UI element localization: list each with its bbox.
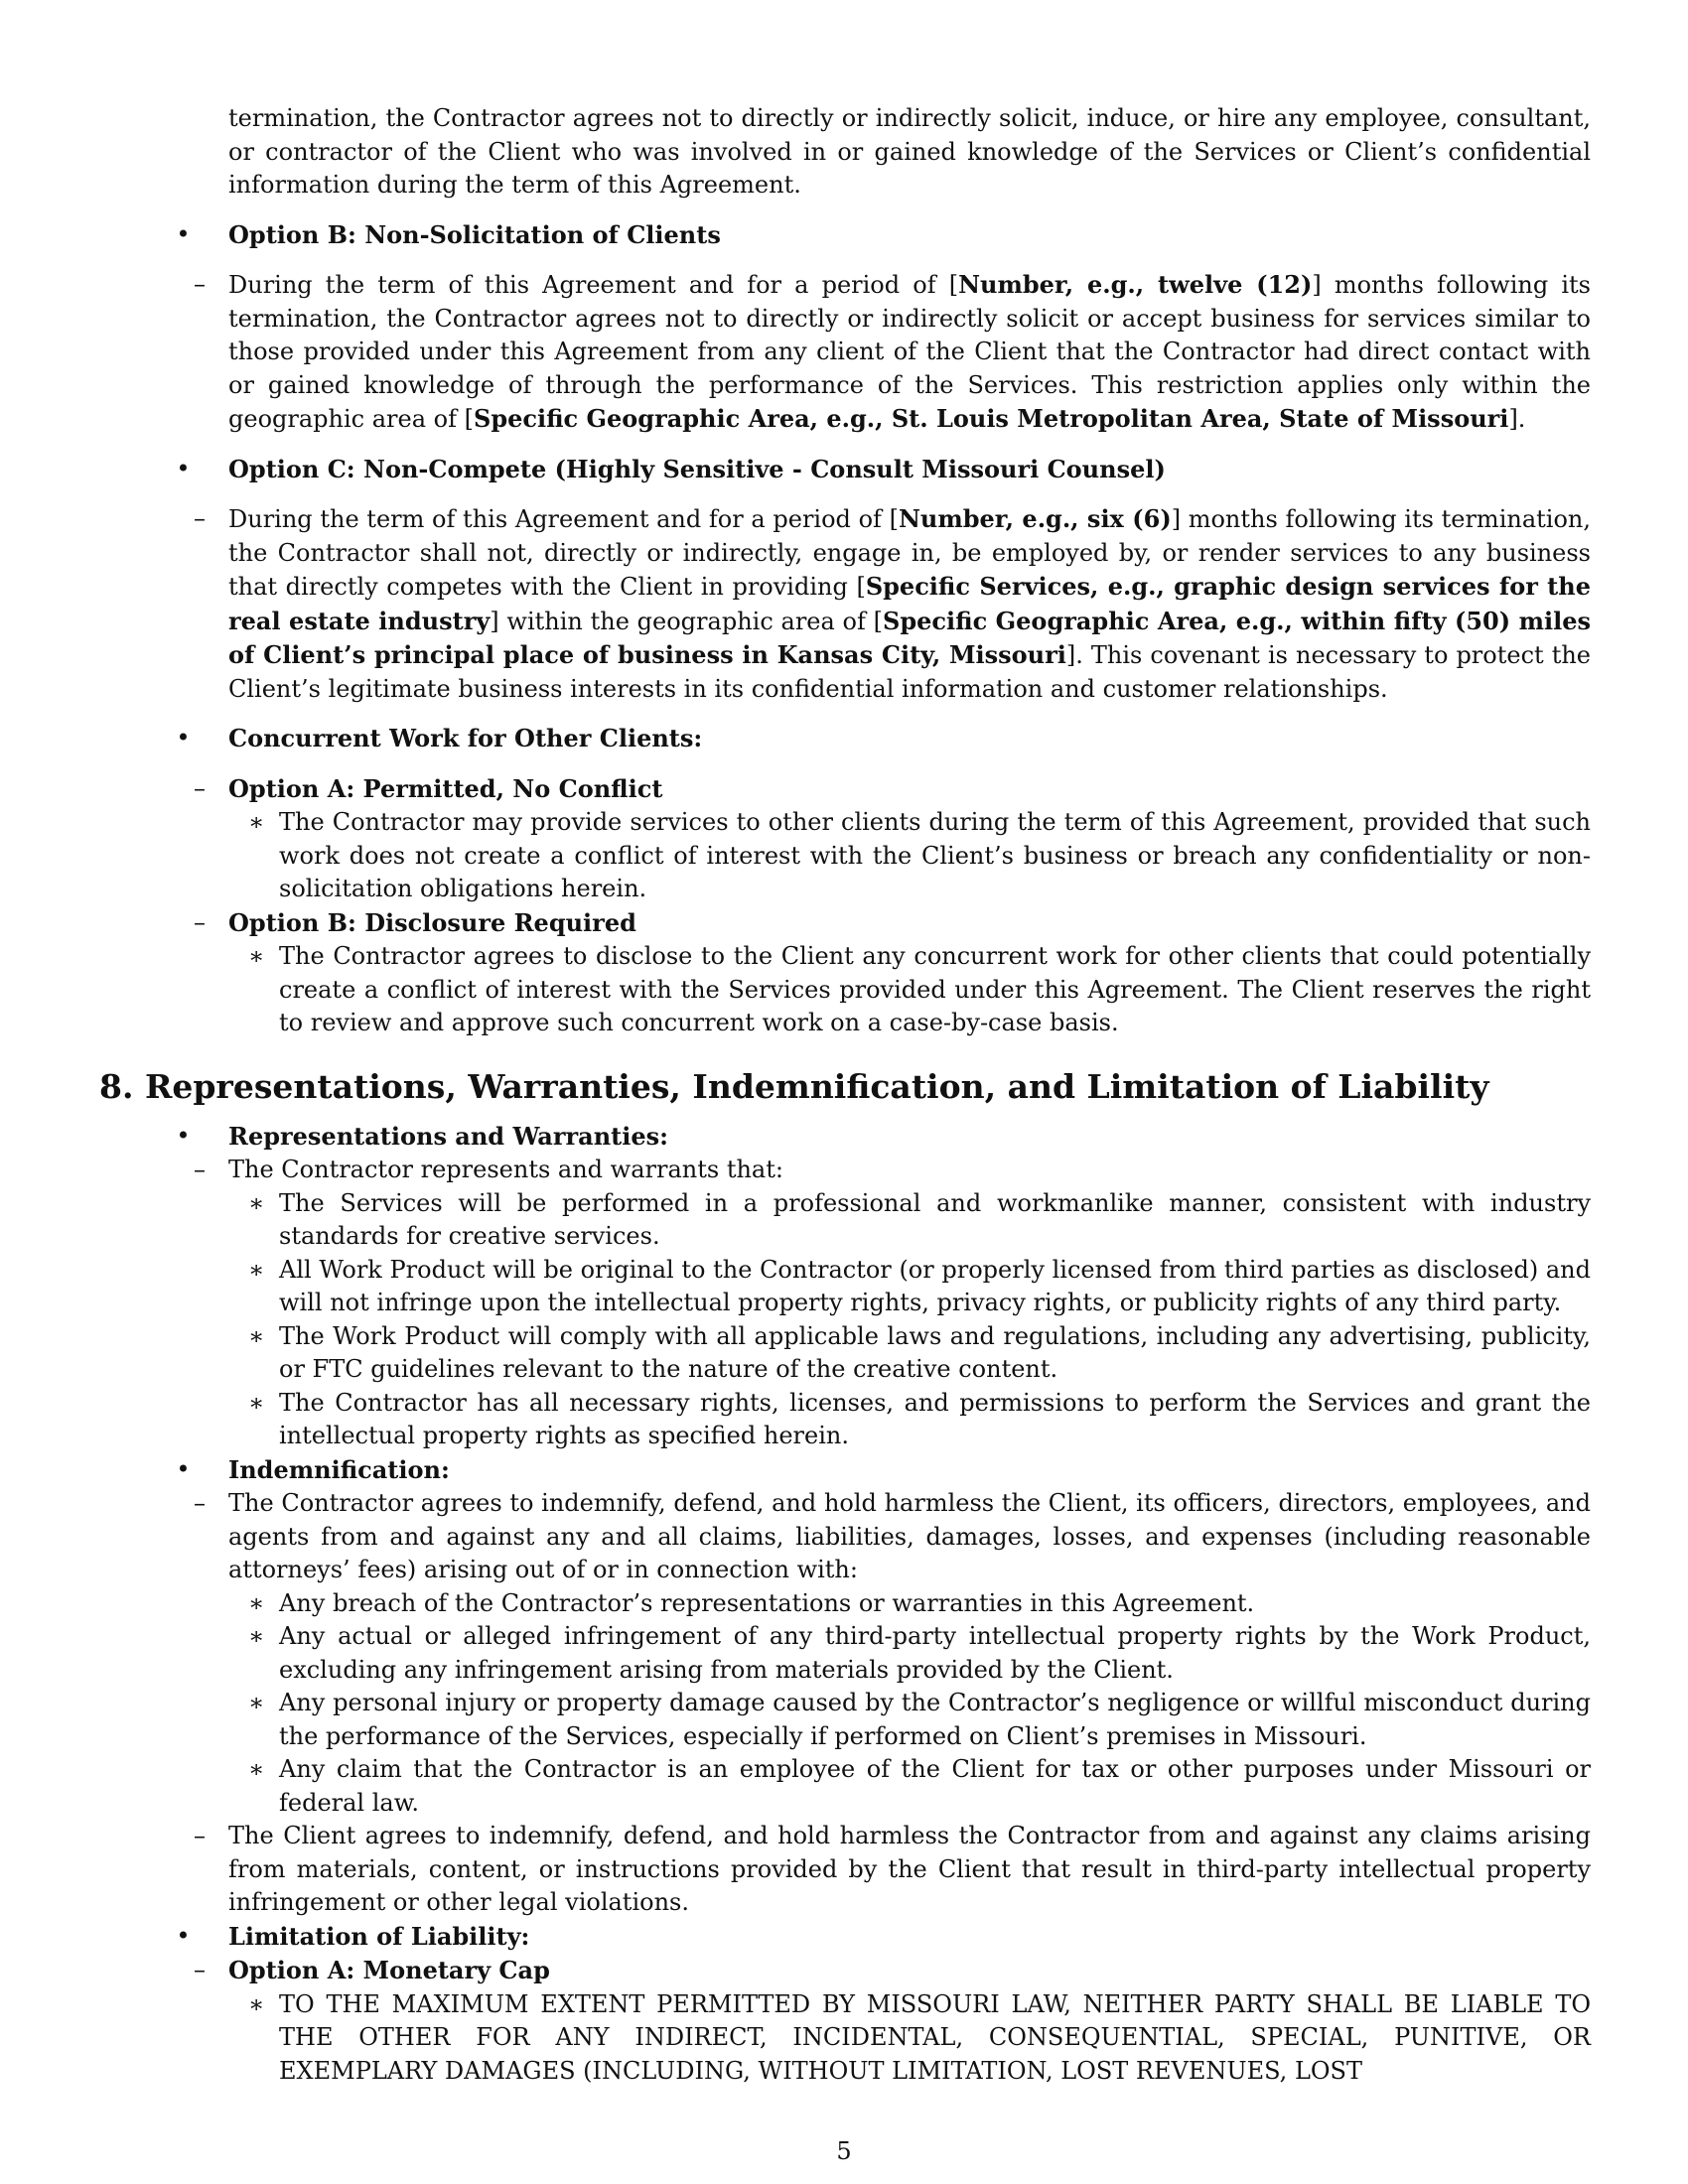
star-marker: ∗ [248,1588,265,1617]
option-b-clients-heading: Option B: Non-Solicitation of Clients [228,219,721,249]
indemnification-heading: Indemnification: [228,1454,450,1484]
star-marker: ∗ [248,808,265,836]
bullet-marker: • [176,724,191,751]
star-marker: ∗ [248,1255,265,1284]
reps-item: ∗ The Services will be performed in a professional and workmanlike manner, consistent with industry standards for creative services. [248,1188,1591,1250]
option-c-noncompete-item [176,453,1591,487]
concurrent-option-b [194,906,1591,941]
reps-item: ∗ The Contractor has all necessary rights, licenses, and permissions to perform the Services and grant the intellectual property rights as specified herein. [248,1388,1591,1449]
limitation-liability-item [176,1920,1591,1955]
reps-warranties-heading: Representations and Warranties: [228,1121,668,1151]
star-marker: ∗ [248,1622,265,1650]
option-b-clients-text: – During the term of this Agreement and for a period of [Number, e.g., twelve (12)] months following its termination, the Contractor agrees not to directly or indirectly solicit or accept business for services similar to those provided under this Agreement from any client of the Client that the Contractor had direct contact with or gained knowledge of through the performance of the Services. This restriction applies only within the geographic area of [Specific Geographic Area, e.g., St. Louis Metropolitan Area, State of Missouri]. [194,270,1591,433]
option-c-noncompete-text: – During the term of this Agreement and for a period of [Number, e.g., six (6)] months following its termination, the Contractor shall not, directly or indirectly, engage in, be employed by, or render services to any business that directly competes with the Client in providing [Specific Services, e.g., graphic design services for the real estate industry] within the geographic area of [Specific Geographic Area, e.g., within fifty (50) miles of Client’s principal place of business in Kansas City, Missouri]. This covenant is necessary to protect the Client’s legitimate business interests in its confidential information and customer relationships. [194,504,1591,703]
page-number: 5 [836,2137,852,2165]
dash-marker: – [194,773,206,802]
page-content [0,102,1688,2088]
liability-option-a [194,1954,1591,1988]
indemnification-contractor: – The Contractor agrees to indemnify, defend, and hold harmless the Client, its officers, directors, employees, and agents from and against any and all claims, liabilities, damages, losses, and expenses (including reasonable attorneys’ fees) arising out of or in connection with: [194,1489,1591,1583]
star-marker: ∗ [248,1388,265,1417]
concurrent-option-a-heading: Option A: Permitted, No Conflict [228,773,663,803]
dash-marker: – [194,270,206,298]
placeholder-area: Specific Geographic Area, e.g., within fifty (50) miles of Client’s principal place of business in Kansas City, Missouri [228,606,1591,669]
bullet-marker: • [176,1921,191,1950]
concurrent-option-a [194,772,1591,807]
placeholder-number: Number, e.g., six (6) [898,504,1172,533]
dash-marker: – [194,1956,206,1983]
liability-option-a-text: ∗ TO THE MAXIMUM EXTENT PERMITTED BY MISSOURI LAW, NEITHER PARTY SHALL BE LIABLE TO THE OTHER FOR ANY INDIRECT, INCIDENTAL, CONSEQUENTIAL, SPECIAL, PUNITIVE, OR EXEMPLARY DAMAGES (INCLUDING, WITHOUT LIMITATION, LOST REVENUES, LOST [248,1989,1591,2085]
liability-option-a-heading: Option A: Monetary Cap [228,1956,550,1984]
dash-marker: – [194,504,206,532]
star-marker: ∗ [248,1689,265,1716]
indemnification-list-item: ∗ Any claim that the Contractor is an employee of the Client for tax or other purposes under Missouri or federal law. [248,1755,1591,1817]
concurrent-option-b-text: ∗ The Contractor agrees to disclose to the Client any concurrent work for other clients that could potentially create a conflict of interest with the Services provided under this Agreement. The Client reserves the right to review and approve such concurrent work on a case-by-case basis. [248,942,1591,1036]
bullet-marker: • [176,219,191,248]
indemnification-list-item: ∗ Any actual or alleged infringement of any third-party intellectual property rights by the Work Product, excluding any infringement arising from materials provided by the Client. [248,1622,1591,1684]
non-solicitation-employees-continuation: termination, the Contractor agrees not to directly or indirectly solicit, induce, or hire any employee, consultant, or contractor of the Client who was involved in or gained knowledge of the Services or Client’s confidential information during the term of this Agreement. [228,104,1591,199]
placeholder-number: Number, e.g., twelve (12) [958,270,1313,299]
dash-marker: – [194,1489,206,1517]
indemnification-list-item: ∗ Any personal injury or property damage caused by the Contractor’s negligence or willful misconduct during the performance of the Services, especially if performed on Client’s premises in Missouri. [248,1689,1591,1750]
option-c-noncompete-heading: Option C: Non-Compete (Highly Sensitive - Consult Missouri Counsel) [228,454,1166,483]
bullet-marker: • [176,454,191,482]
concurrent-work-heading: Concurrent Work for Other Clients: [228,724,703,752]
section-8-heading: 8. Representations, Warranties, Indemnification, and Limitation of Liability [99,1066,1489,1106]
reps-intro: – The Contractor represents and warrants that: [228,1154,1591,1187]
bullet-marker: • [176,1121,191,1150]
star-marker: ∗ [248,1989,265,2018]
star-marker: ∗ [248,1188,265,1217]
placeholder-area: Specific Geographic Area, e.g., St. Louis Metropolitan Area, State of Missouri [473,404,1509,433]
concurrent-option-b-heading: Option B: Disclosure Required [228,907,636,937]
indemnification-item [176,1453,1591,1488]
reps-item: ∗ All Work Product will be original to the Contractor (or properly licensed from third parties as disclosed) and will not infringe upon the intellectual property rights, privacy rights, or publicity rights of any third party. [248,1255,1591,1316]
star-marker: ∗ [248,1321,265,1350]
star-marker: ∗ [248,1755,265,1783]
placeholder-services: Specific Services, e.g., graphic design services for the real estate industry [228,572,1591,635]
reps-warranties-item [176,1120,1591,1155]
indemnification-list-item: ∗ Any breach of the Contractor’s representations or warranties in this Agreement. [279,1587,1591,1621]
concurrent-option-a-text: ∗ The Contractor may provide services to other clients during the term of this Agreement, provided that such work does not create a conflict of interest with the Client’s business or breach any confidentiality or non-solicitation obligations herein. [248,808,1591,902]
reps-item: ∗ The Work Product will comply with all applicable laws and regulations, including any advertising, publicity, or FTC guidelines relevant to the nature of the creative content. [248,1321,1591,1383]
dash-marker: – [194,1156,206,1183]
bullet-marker: • [176,1454,191,1483]
star-marker: ∗ [248,942,265,970]
option-b-clients-item [176,218,1591,253]
indemnification-client: – The Client agrees to indemnify, defend, and hold harmless the Contractor from and against any claims arising from materials, content, or instructions provided by the Client that result in third-party intellectual property infringement or other legal violations. [194,1822,1591,1916]
dash-marker: – [194,1822,206,1849]
dash-marker: – [194,907,206,936]
concurrent-work-item [176,722,1591,756]
limitation-liability-heading: Limitation of Liability: [228,1921,530,1951]
